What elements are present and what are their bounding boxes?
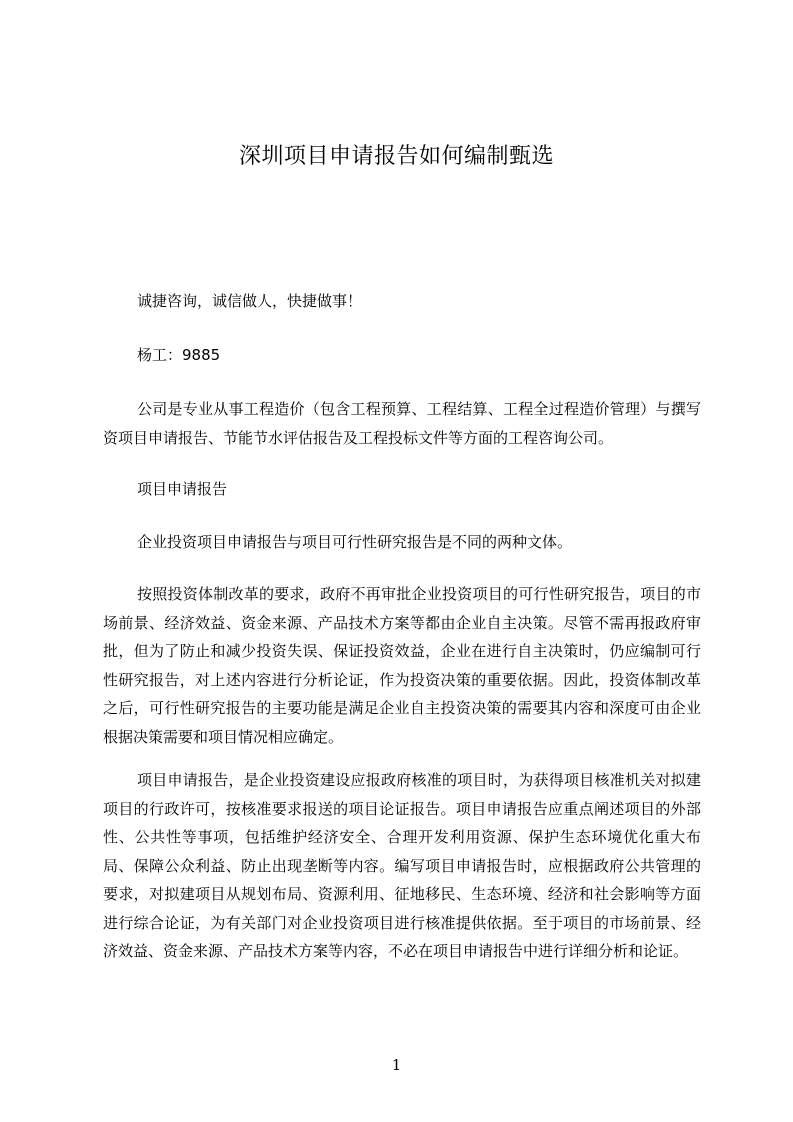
document-title: 深圳项目申请报告如何编制甄选 [238, 144, 554, 169]
page-number: 1 [391, 1056, 402, 1074]
slogan-paragraph: 诚捷咨询，诚信做人，快捷做事！ [137, 292, 363, 310]
body-paragraph: 按照投资体制改革的要求，政府不再审批企业投资项目的可行性研究报告，项目的市场前景、经济效益、资金来源、产品技术方案等都由企业自主决策。尽管不需再报政府审批，但为了防止和减少投资失误、保证投资效益，企业在进行自主决策时，仍应编制可行性研究报告，对上述内容进行分析论证，作为投资决策的重要依据。因此，投资体制改革之后，可行性研究报告的主要功能是满足企业自主投资决策的需要其内容和深度可由企业根据决策需要和项目情况相应确定。 [103, 585, 701, 746]
section-heading: 项目申请报告 [137, 480, 228, 498]
company-intro-paragraph: 公司是专业从事工程造价（包含工程预算、工程结算、工程全过程造价管理）与撰写资项目申请报告、节能节水评估报告及工程投标文件等方面的工程咨询公司。 [103, 400, 701, 447]
body-paragraph: 项目申请报告，是企业投资建设应报政府核准的项目时，为获得项目核准机关对拟建项目的行政许可，按核准要求报送的项目论证报告。项目申请报告应重点阐述项目的外部性、公共性等事项，包括维护经济安全、合理开发利用资源、保护生态环境优化重大布局、保障公众利益、防止出现垄断等内容。编写项目申请报告时，应根据政府公共管理的要求，对拟建项目从规划布局、资源利用、征地移民、生态环境、经济和社会影响等方面进行综合论证，为有关部门对企业投资项目进行核准提供依据。至于项目的市场前景、经济效益、资金来源、产品技术方案等内容，不必在项目申请报告中进行详细分析和论证。 [103, 771, 701, 960]
contact-paragraph: 杨工：9885 [137, 346, 221, 364]
body-paragraph: 企业投资项目申请报告与项目可行性研究报告是不同的两种文体。 [137, 533, 573, 551]
